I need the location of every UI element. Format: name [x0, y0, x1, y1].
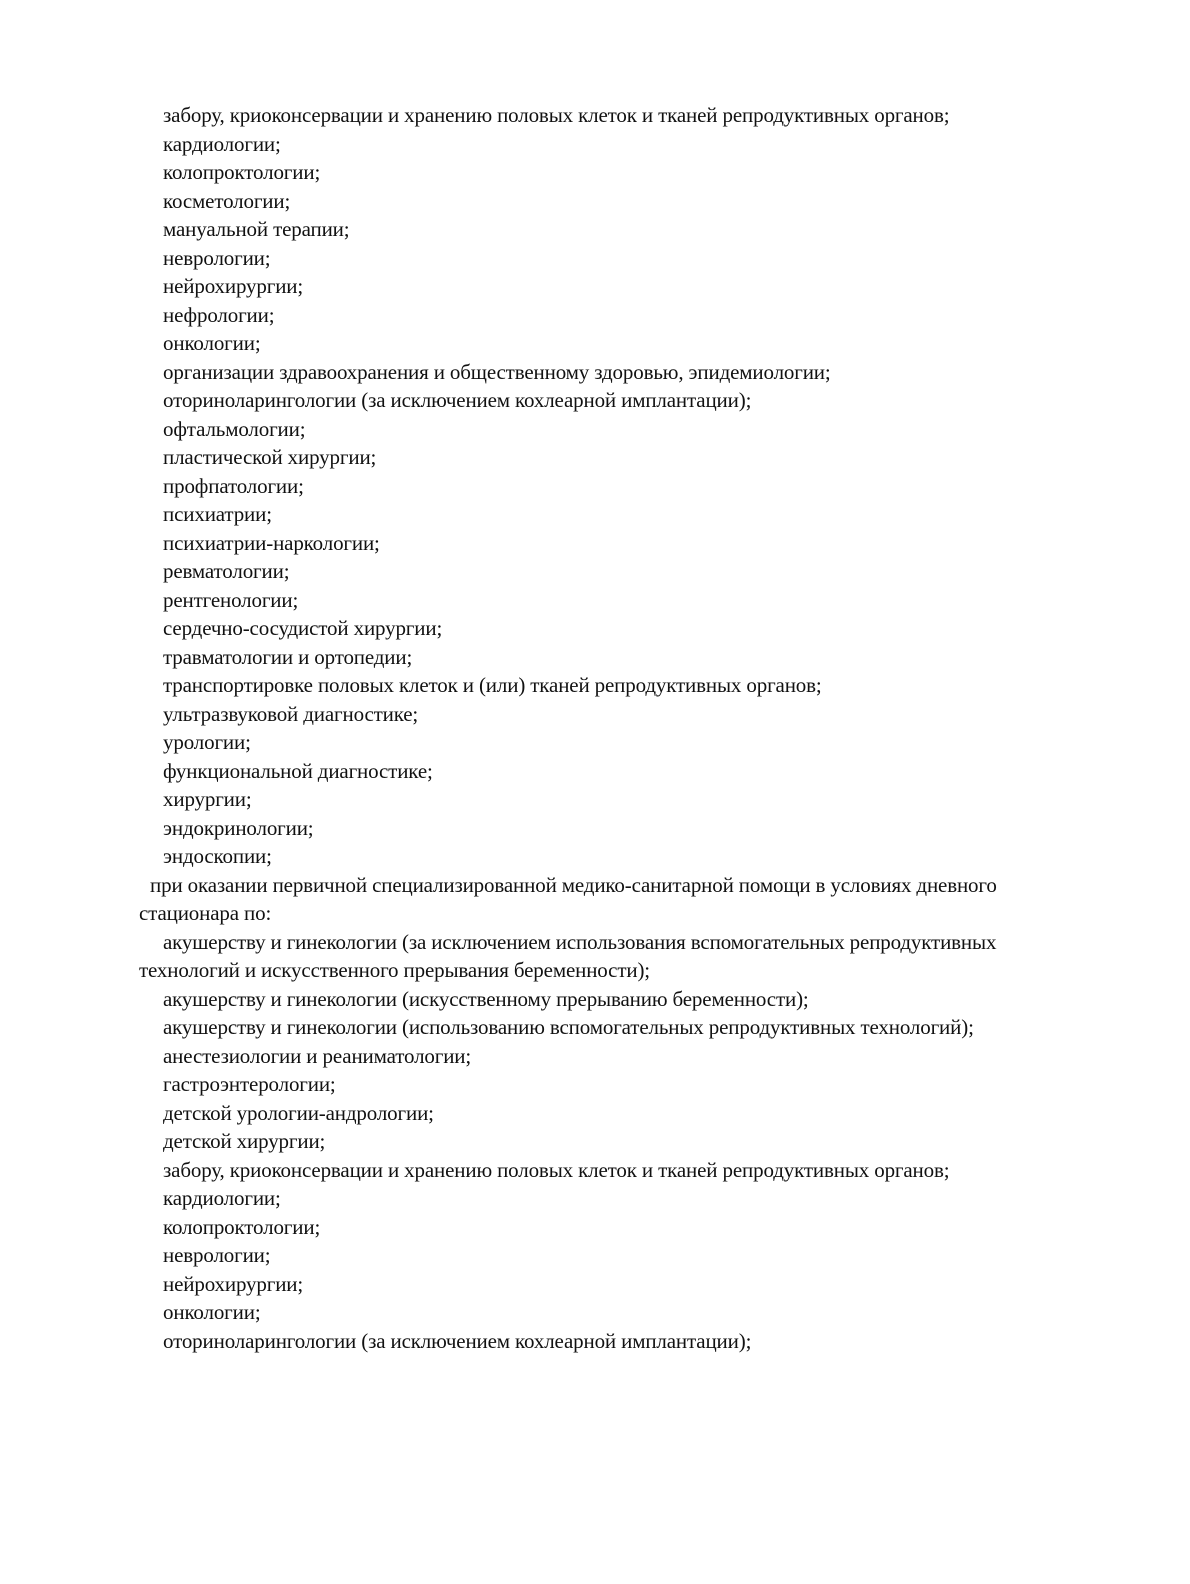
list-item: нейрохирургии; — [163, 1271, 304, 1296]
list-a — [139, 101, 1119, 871]
list-item: эндокринологии; — [163, 815, 314, 840]
list-item: детской урологии-андрологии; — [163, 1100, 434, 1125]
section-intro-continuation: стационара по: — [139, 901, 272, 925]
list-item: гастроэнтерологии; — [163, 1072, 336, 1096]
list-item: неврологии; — [163, 245, 271, 270]
list-item: кардиологии; — [163, 131, 281, 156]
list-item: забору, криоконсервации и хранению половых клеток и тканей репродуктивных органов; — [163, 103, 950, 127]
section-intro-line: при оказании первичной специализированной медико-санитарной помощи в условиях дневного — [150, 872, 997, 897]
list-item: организации здравоохранения и общественному здоровью, эпидемиологии; — [163, 359, 831, 384]
list-item: профпатологии; — [163, 473, 304, 498]
list-item: пластической хирургии; — [163, 445, 377, 469]
section-intro — [139, 871, 1119, 928]
list-item-continuation: технологий и искусственного прерывания беременности); — [139, 958, 650, 982]
document-page — [139, 101, 1119, 1355]
list-item: ревматологии; — [163, 559, 290, 583]
list-item: анестезиологии и реаниматологии; — [163, 1043, 472, 1068]
list-item: колопроктологии; — [163, 160, 321, 184]
list-item: транспортировке половых клеток и (или) тканей репродуктивных органов; — [163, 673, 822, 697]
list-item: рентгенологии; — [163, 587, 299, 612]
list-item: психиатрии-наркологии; — [163, 530, 380, 555]
list-item: акушерству и гинекологии (за исключением использования вспомогательных репродуктивных — [163, 929, 997, 954]
list-item: оториноларингологии (за исключением кохлеарной имплантации); — [163, 1328, 752, 1353]
list-item: офтальмологии; — [163, 416, 306, 441]
list-item: хирургии; — [163, 787, 252, 811]
list-item: акушерству и гинекологии (использованию вспомогательных репродуктивных технологий); — [163, 1015, 974, 1039]
list-item: нефрологии; — [163, 302, 275, 327]
list-item: забору, криоконсервации и хранению половых клеток и тканей репродуктивных органов; — [163, 1157, 950, 1182]
list-item: ультразвуковой диагностике; — [163, 701, 419, 726]
list-item: онкологии; — [163, 1300, 261, 1324]
list-item: оториноларингологии (за исключением кохлеарной имплантации); — [163, 388, 752, 412]
list-item: колопроктологии; — [163, 1214, 321, 1239]
list-item: урологии; — [163, 730, 251, 754]
list-item: психиатрии; — [163, 502, 272, 526]
list-item: неврологии; — [163, 1243, 271, 1267]
list-item: функциональной диагностике; — [163, 758, 433, 783]
list-item: нейрохирургии; — [163, 274, 304, 298]
list-item: онкологии; — [163, 331, 261, 355]
list-item: сердечно-сосудистой хирургии; — [163, 616, 443, 640]
list-b — [139, 928, 1119, 1356]
list-item: кардиологии; — [163, 1186, 281, 1210]
list-item: акушерству и гинекологии (искусственному прерыванию беременности); — [163, 986, 809, 1011]
list-item: эндоскопии; — [163, 844, 272, 868]
list-item: косметологии; — [163, 188, 291, 213]
list-item: мануальной терапии; — [163, 217, 350, 241]
list-item: травматологии и ортопедии; — [163, 644, 413, 669]
list-item: детской хирургии; — [163, 1129, 326, 1153]
